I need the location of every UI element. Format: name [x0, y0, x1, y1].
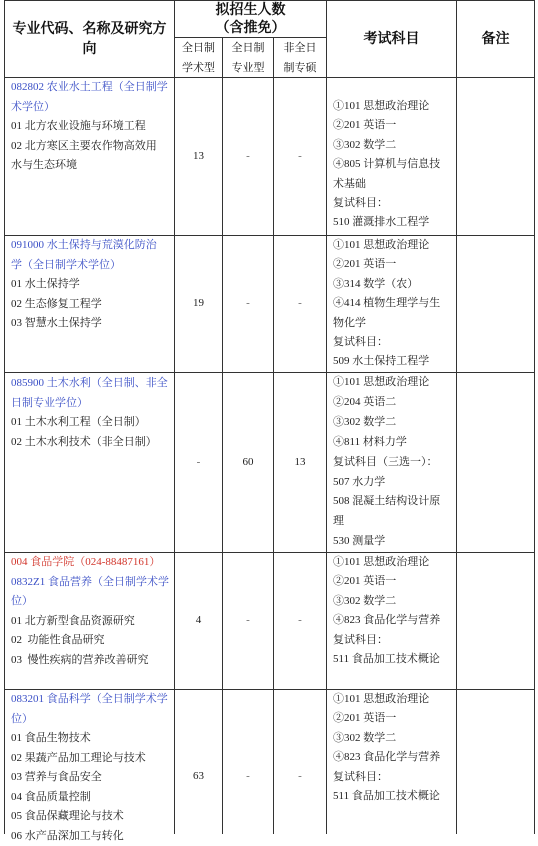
retest-label: 复试科目（三选一）： — [333, 455, 438, 468]
research-direction: 05 食品保藏理论与技术 — [11, 810, 124, 822]
exam-subject: ②204 英语二 — [333, 395, 397, 408]
exam-subjects-cell — [327, 78, 457, 236]
table-row-major-cell — [4, 236, 175, 373]
exam-subject: ②201 英语一 — [333, 712, 397, 725]
table-row-major-cell — [4, 78, 175, 236]
header-full-time-professional — [223, 38, 274, 78]
count-part-time-professional: - — [274, 236, 327, 373]
retest-subject: 507 水力学 — [333, 475, 386, 488]
retest-subject: 509 水土保持工程学 — [333, 355, 430, 368]
exam-subject: ③314 数学（农） — [333, 277, 419, 290]
header-enrollment-group — [175, 0, 327, 38]
exam-subject: ①101 思想政治理论 — [333, 376, 430, 388]
count-part-time-professional: - — [274, 78, 327, 236]
count-full-time-professional: 60 — [223, 373, 274, 553]
remarks-cell — [457, 690, 535, 834]
major-title: 083201 食品科学（全日制学术学 位） — [11, 693, 168, 725]
research-direction: 02 生态修复工程学 — [11, 297, 102, 310]
count-part-time-professional: - — [274, 690, 327, 834]
major-title: 085900 土木水利（全日制、非全 日制专业学位） — [11, 377, 168, 409]
count-part-time-professional: 13 — [274, 373, 327, 553]
admissions-table — [4, 0, 535, 842]
header-part-time-professional — [274, 38, 327, 78]
table-row-major-cell — [4, 373, 175, 553]
header-full-time-academic — [175, 38, 223, 78]
count-full-time-professional: - — [223, 236, 274, 373]
major-title: 082802 农业水土工程（全日制学 术学位） — [11, 81, 168, 113]
count-part-time-professional: - — [274, 553, 327, 690]
exam-subject: ④823 食品化学与营养 — [333, 751, 441, 764]
count-full-time-professional: - — [223, 78, 274, 236]
research-direction: 03 营养与食品安全 — [11, 771, 102, 783]
research-direction: 03 智慧水土保持学 — [11, 317, 102, 329]
remarks-cell — [457, 78, 535, 236]
exam-subject: ①101 思想政治理论 — [333, 693, 430, 705]
research-direction: 03 慢性疾病的营养改善研究 — [11, 653, 149, 666]
exam-subject: ①101 思想政治理论 — [333, 100, 430, 112]
exam-subject: ③302 数学二 — [333, 415, 397, 428]
retest-subject: 510 灌溉排水工程学 — [333, 216, 430, 229]
header-exam-column: 考试科目 — [327, 0, 457, 78]
school-title: 004 食品学院（024-88487161） — [11, 556, 161, 568]
exam-subjects-cell — [327, 690, 457, 834]
count-full-time-professional: - — [223, 690, 274, 834]
table-row-major-cell — [4, 690, 175, 842]
research-direction: 02 果蔬产品加工理论与技术 — [11, 751, 146, 764]
header-remarks-column: 备注 — [457, 0, 535, 78]
major-title: 091000 水土保持与荒漠化防治 学（全日制学术学位） — [11, 239, 157, 271]
count-full-time-professional: - — [223, 553, 274, 690]
count-full-time-academic: 19 — [175, 236, 223, 373]
exam-subject: ③302 数学二 — [333, 731, 397, 744]
research-direction: 02 功能性食品研究 — [11, 634, 105, 646]
exam-subjects-cell — [327, 553, 457, 690]
remarks-cell — [457, 373, 535, 553]
exam-subject: ①101 思想政治理论 — [333, 239, 430, 251]
remarks-cell — [457, 553, 535, 690]
exam-subjects-cell — [327, 236, 457, 373]
exam-subject: ③302 数学二 — [333, 594, 397, 607]
exam-subjects-cell — [327, 373, 457, 553]
major-title: 0832Z1 食品营养（全日制学术学 位） — [11, 575, 169, 607]
count-full-time-academic: 63 — [175, 690, 223, 834]
retest-subject: 530 测量学 — [333, 535, 386, 548]
count-full-time-academic: 13 — [175, 78, 223, 236]
table-row-major-cell — [4, 553, 175, 690]
exam-subject: ③302 数学二 — [333, 138, 397, 151]
retest-subject: 511 食品加工技术概论 — [333, 790, 440, 803]
header-major-column: 专业代码、名称及研究方向 — [4, 0, 175, 78]
research-direction: 01 水土保持学 — [11, 278, 80, 290]
retest-label: 复试科目： — [333, 770, 388, 783]
research-direction: 01 食品生物技术 — [11, 732, 91, 744]
research-direction: 02 土木水利技术（非全日制） — [11, 435, 157, 448]
retest-subject: 511 食品加工技术概论 — [333, 653, 440, 666]
retest-label: 复试科目： — [333, 633, 388, 646]
exam-subject: ④805 计算机与信息技 术基础 — [333, 158, 441, 190]
count-full-time-academic: - — [175, 373, 223, 553]
header-part-time-professional-label: 非全日制专硕 — [283, 40, 317, 74]
exam-subject: ②201 英语一 — [333, 119, 397, 132]
exam-subject: ④823 食品化学与营养 — [333, 614, 441, 627]
exam-subject: ④811 材料力学 — [333, 435, 407, 448]
research-direction: 01 北方新型食品资源研究 — [11, 614, 135, 627]
count-full-time-academic: 4 — [175, 553, 223, 690]
exam-subject: ①101 思想政治理论 — [333, 556, 430, 568]
retest-label: 复试科目： — [333, 336, 388, 349]
research-direction: 04 食品质量控制 — [11, 790, 91, 803]
header-full-time-academic-label: 全日制学术型 — [182, 40, 215, 74]
research-direction: 06 水产品深加工与转化 — [11, 829, 124, 842]
research-direction: 01 北方农业设施与环境工程 — [11, 120, 146, 132]
exam-subject: ④414 植物生理学与生 物化学 — [333, 297, 441, 329]
exam-subject: ②201 英语一 — [333, 258, 397, 271]
research-direction: 02 北方寒区主要农作物高效用 水与生态环境 — [11, 139, 157, 171]
exam-subject: ②201 英语一 — [333, 575, 397, 588]
retest-subject: 508 混凝土结构设计原 理 — [333, 495, 441, 528]
header-full-time-professional-label: 全日制专业型 — [231, 40, 265, 74]
remarks-cell — [457, 236, 535, 373]
retest-label: 复试科目： — [333, 197, 388, 210]
header-enrollment-label: 拟招生人数（含推免） — [215, 2, 286, 36]
research-direction: 01 土木水利工程（全日制） — [11, 416, 146, 428]
